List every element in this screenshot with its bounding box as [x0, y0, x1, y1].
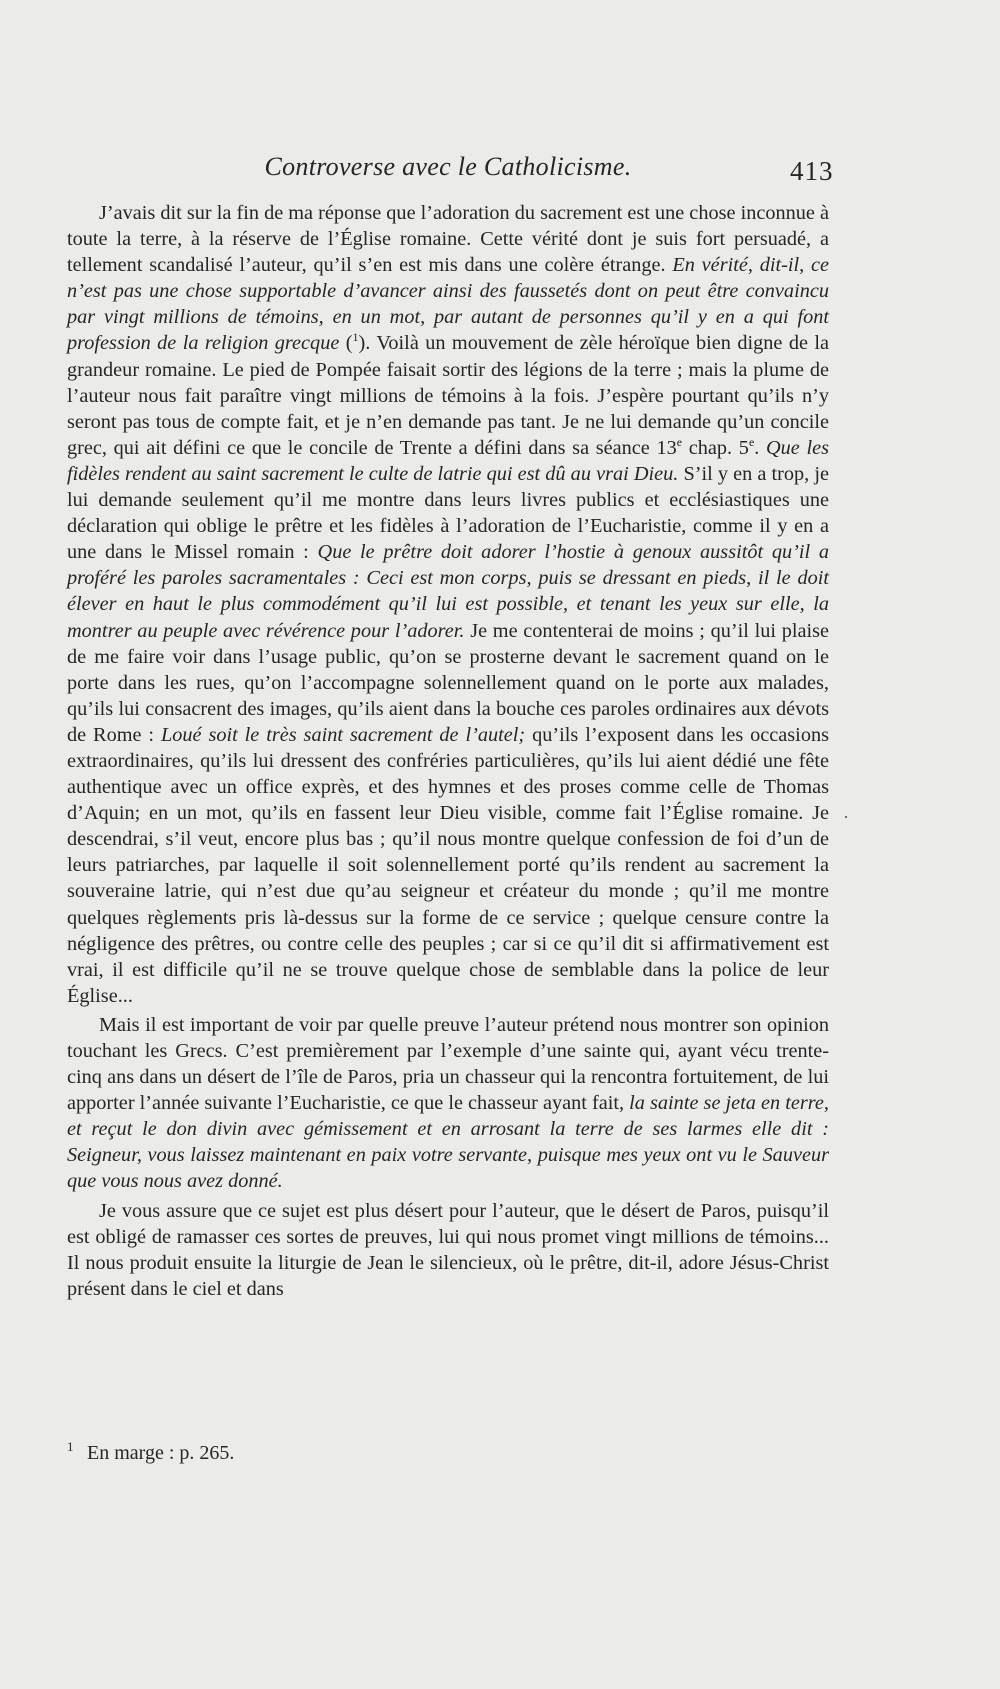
superscript: 1 [352, 330, 359, 345]
footnote: 1 En marge : p. 265. [67, 1439, 235, 1464]
text-run: J’avais dit sur la fin de ma réponse que l’adoration du sacrement est une chose inconnue à toute la terre, à la réserve de l’Église romaine. Cette vérité dont je suis fort persuadé, a tellement scandalisé l’auteur, qu’il s’en est mis dans une colère étrange. [67, 202, 829, 277]
text-run: Je vous assure que ce sujet est plus désert pour l’auteur, que le désert de Paros, puisqu’il est obligé de ramasser ces sortes de preuves, lui qui nous promet vingt millions de témoins... Il nous produit ensuite la liturgie de Jean le silencieux, où le prêtre, dit-il, adore Jésus-Christ présent dans le ciel et dans [67, 1199, 829, 1300]
superscript: e [748, 435, 755, 450]
paragraph [67, 1198, 829, 1302]
margin-dot: · [843, 807, 849, 827]
body-text [67, 200, 829, 1302]
text-run: ). Voilà un mouvement de zèle héroïque bien digne de la grandeur romaine. Le pied de Pompée faisait sortir des légions de la terre ; mais la plume de l’auteur nous fait paraître vingt millions de témoins à la fois. J’espère pourtant qu’ils n’y seront pas tous de compte fait, et je n’en demande pas tant. Je ne lui demande qu’un concile grec, qui ait défini ce que le concile de Trente a défini dans sa séance 13 [67, 332, 829, 459]
paragraph [67, 200, 829, 1009]
italic-quote: Loué soit le très saint sacrement de l’autel; [160, 723, 526, 746]
superscript: e [676, 435, 683, 450]
italic-quote: Que les fidèles rendent au saint sacrement le culte de latrie qui est dû au vrai Dieu. [67, 436, 830, 485]
italic-quote: la sainte se jeta en terre, et reçut le don divin avec gémissement et en arrosant la terre de ses larmes elle dit : Seigneur, vous laissez maintenant en paix votre servante, puisque mes yeux ont vu le Sauveur que vous nous avez donné. [67, 1092, 830, 1193]
text-run: qu’ils l’exposent dans les occasions extraordinaires, qu’ils lui dressent des confréries particulières, qu’ils lui aient dédié une fête authentique avec un office exprès, et des hymnes et des proses comme celle de Thomas d’Aquin; en un mot, qu’ils en fassent leur Dieu visible, comme fait l’Église romaine. Je descendrai, s’il veut, encore plus bas ; qu’il nous montre quelque confession de foi d’un de leurs patriarches, par laquelle il soit solennellement porté qu’ils rendent au sacrement la souveraine latrie, qui n’est due qu’au seigneur et créateur du monde ; qu’il me montre quelques règlements pris là-dessus sur la forme de ce service ; quelque censure contre la négligence des prêtres, ou contre celle des peuples ; car si ce qu’il dit si affirmativement est vrai, il est difficile qu’il ne se trouve quelque chose de semblable dans la police de leur Église... [67, 723, 829, 1007]
italic-quote: En vérité, dit-il, ce n’est pas une chose supportable d’avancer ainsi des faussetés dont on peut être convaincu par vingt millions de témoins, en un mot, par autant de personnes qu’il y en a qui font profession de la religion grecque [67, 254, 829, 355]
text-run: . [754, 436, 767, 459]
footnote-text: En marge : p. 265. [87, 1442, 235, 1464]
text-run: chap. 5 [682, 436, 749, 459]
text-run: S’il y en a trop, je lui demande seulement qu’il me montre dans leurs livres publics et ecclésiastiques une déclaration qui oblige le prêtre et les fidèles à l’adoration de l’Eucharistie, comme il y en a une dans le Missel romain : [67, 462, 829, 564]
page-number: 413 [790, 156, 834, 186]
text-run: Je me contenterai de moins ; qu’il lui plaise de me faire voir dans l’usage public, qu’on se prosterne devant le sacrement quand on le porte dans les rues, qu’on l’accompagne solennellement quand on le porte aux malades, qu’ils lui consacrent des images, qu’ils aient dans la bouche ces paroles ordinaires aux dévots de Rome : [67, 619, 830, 746]
text-run: ( [339, 332, 353, 355]
italic-quote: Que le prêtre doit adorer l’hostie à genoux aussitôt qu’il a proféré les paroles sacramentales : Ceci est mon corps, puis se dressant en pieds, il le doit élever en haut le plus commodément qu’il lui est possible, et tenant les yeux sur elle, la montrer au peuple avec révérence pour l’adorer. [67, 541, 829, 642]
text-run: Mais il est important de voir par quelle preuve l’auteur prétend nous montrer son opinion touchant les Grecs. C’est premièrement par l’exemple d’une sainte qui, ayant vécu trente-cinq ans dans un désert de l’île de Paros, pria un chasseur qui la rencontra fortuitement, de lui apporter l’année suivante l’Eucharistie, ce que le chasseur ayant fait, [67, 1013, 829, 1115]
running-title: Controverse avec le Catholicisme. [264, 152, 632, 181]
paragraph [67, 1012, 829, 1195]
